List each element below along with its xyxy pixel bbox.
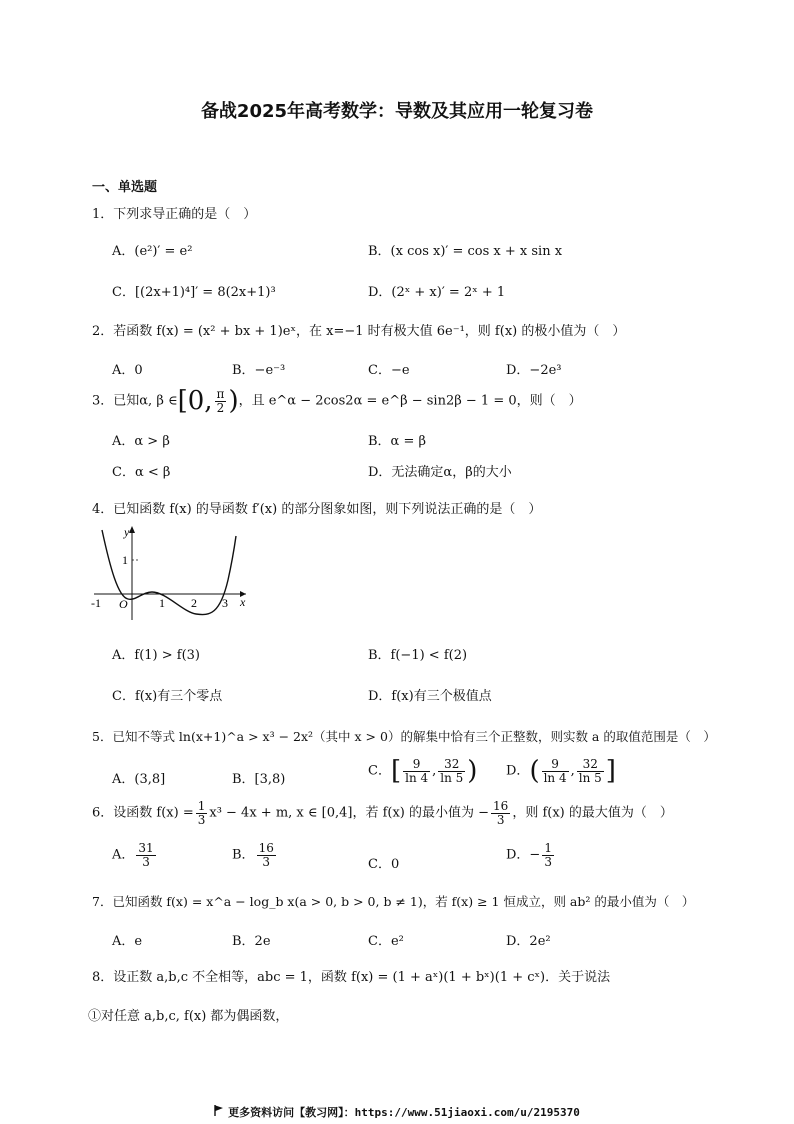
q3-interval-left: [0, xyxy=(177,386,213,416)
q5-d-frac2-den: ln 5 xyxy=(578,770,602,785)
q7-option-d: D．2e² xyxy=(506,934,551,949)
q6-stem-pre: 6．设函数 f(x) = xyxy=(92,805,194,821)
q5-c-frac2-num: 32 xyxy=(438,758,465,772)
y-axis-arrow xyxy=(129,526,135,533)
q3-option-b: B．α = β xyxy=(368,434,427,449)
question-2: 2．若函数 f(x) = (x² + bx + 1)eˣ，在 x=−1 时有极大值 6e⁻¹，则 f(x) 的极小值为（ ） xyxy=(92,324,626,339)
footer-link[interactable] xyxy=(0,1104,794,1120)
q6-b-fraction xyxy=(257,842,276,868)
q6-a-fraction xyxy=(136,842,155,868)
footer-text: 更多资料访问【教习网】：https://www.51jiaoxi.com/u/2195370 xyxy=(228,1106,580,1119)
q6-min-num: 16 xyxy=(493,799,509,813)
q1-option-d: D．(2ˣ + x)′ = 2ˣ + 1 xyxy=(368,285,506,300)
q6-stem-post: ，则 f(x) 的最大值为（ ） xyxy=(512,805,673,821)
q5-c-right: ) xyxy=(467,756,478,786)
x-axis-label: x xyxy=(240,595,246,609)
q4-option-c: C．f(x)有三个零点 xyxy=(112,689,223,704)
q6-d-den: 3 xyxy=(544,854,552,869)
q2-option-a: A．0 xyxy=(112,363,143,378)
q6-option-b xyxy=(232,842,278,868)
q5-d-frac1 xyxy=(542,758,569,784)
q3-stem-pre: 3．已知α, β ∈ xyxy=(92,393,178,409)
q5-c-label: C． xyxy=(368,763,391,779)
q5-option-b: B．[3,8) xyxy=(232,772,286,787)
q1-option-c: C．[(2x+1)⁴]′ = 8(2x+1)³ xyxy=(112,285,276,300)
q5-option-a: A．(3,8] xyxy=(112,772,166,787)
q8-item-1: ①对任意 a,b,c, f(x) 都为偶函数， xyxy=(88,1009,289,1024)
q6-coef-num: 1 xyxy=(197,799,206,813)
q1-option-b: B．(x cos x)′ = cos x + x sin x xyxy=(368,244,563,259)
flag-icon xyxy=(214,1105,224,1116)
x-tick-1: 1 xyxy=(159,596,165,610)
q6-coef-fraction xyxy=(196,800,208,826)
q6-min-den: 3 xyxy=(496,812,505,827)
q6-a-label: A． xyxy=(112,847,135,863)
q7-option-c: C．e² xyxy=(368,934,404,949)
q5-c-frac1 xyxy=(403,758,430,784)
q5-d-frac2 xyxy=(577,758,604,784)
q3-stem-post: ，且 e^α − 2cos2α = e^β − sin2β − 1 = 0，则（ ） xyxy=(238,393,582,409)
page-title: 备战2025年高考数学：导数及其应用一轮复习卷 xyxy=(200,101,594,122)
q6-a-num: 31 xyxy=(138,841,154,855)
q5-d-left: ( xyxy=(529,756,540,786)
q3-pi-den: 2 xyxy=(216,400,225,415)
q3-pi-num: π xyxy=(216,386,225,401)
x-tick-neg1: -1 xyxy=(91,596,101,610)
q6-a-den: 3 xyxy=(142,854,150,869)
question-5: 5．已知不等式 ln(x+1)^a > x³ − 2x²（其中 x > 0）的解集中恰有三个正整数，则实数 a 的取值范围是（ ） xyxy=(92,729,716,744)
q5-c-frac1-num: 9 xyxy=(403,758,430,772)
question-7: 7．已知函数 f(x) = x^a − log_b x(a > 0, b > 0, b ≠ 1)，若 f(x) ≥ 1 恒成立，则 ab² 的最小值为（ ） xyxy=(92,894,695,909)
q5-c-frac2-den: ln 5 xyxy=(440,770,464,785)
q6-stem-mid: x³ − 4x + m, x ∈ [0,4]，若 f(x) 的最小值为 − xyxy=(209,805,490,821)
y-axis-label: y xyxy=(124,525,130,539)
q5-d-frac1-den: ln 4 xyxy=(543,770,567,785)
q5-d-right: ] xyxy=(605,756,616,786)
q3-pi-fraction xyxy=(215,388,227,414)
q5-c-frac2 xyxy=(438,758,465,784)
q5-d-label: D． xyxy=(506,763,530,779)
q4-option-b: B．f(−1) < f(2) xyxy=(368,648,468,663)
question-1: 1．下列求导正确的是（ ） xyxy=(92,207,257,222)
q2-option-d: D．−2e³ xyxy=(506,363,562,378)
q4-option-d: D．f(x)有三个极值点 xyxy=(368,689,492,704)
q6-min-fraction xyxy=(491,800,510,826)
q5-d-frac1-num: 9 xyxy=(542,758,569,772)
q6-d-num: 1 xyxy=(544,841,552,855)
q5-c-frac1-den: ln 4 xyxy=(405,770,429,785)
q1-option-a: A．(e²)′ = e² xyxy=(112,244,193,259)
question-6 xyxy=(92,800,673,826)
derivative-graph xyxy=(88,522,256,622)
q3-interval-right: ) xyxy=(228,386,239,416)
question-8: 8．设正数 a,b,c 不全相等，abc = 1，函数 f(x) = (1 + aˣ)(1 + bˣ)(1 + cˣ)．关于说法 xyxy=(92,970,611,985)
q5-d-frac2-num: 32 xyxy=(577,758,604,772)
q6-coef-den: 3 xyxy=(197,812,206,827)
q6-option-c: C．0 xyxy=(368,857,400,872)
section-heading: 一、单选题 xyxy=(92,180,158,195)
origin-label: O xyxy=(119,597,128,611)
q7-option-b: B．2e xyxy=(232,934,271,949)
q3-option-d: D．无法确定α，β的大小 xyxy=(368,465,512,480)
q5-option-d: D．( $\frac{9}{\ln 4}$ , $\frac{32}{\ln 5}$ ] xyxy=(506,756,616,786)
y-tick-1: 1 xyxy=(122,553,128,567)
q4-option-a: A．f(1) > f(3) xyxy=(112,648,200,663)
q3-option-c: C．α < β xyxy=(112,465,171,480)
x-tick-3: 3 xyxy=(222,596,228,610)
q2-option-c: C．−e xyxy=(368,363,410,378)
q6-d-fraction xyxy=(542,842,554,868)
q6-option-a xyxy=(112,842,158,868)
q5-c-left: [ xyxy=(390,756,402,786)
q6-d-label: D．− xyxy=(506,847,541,863)
q6-b-label: B． xyxy=(232,847,255,863)
q6-b-num: 16 xyxy=(258,841,274,855)
q6-b-den: 3 xyxy=(262,854,271,869)
question-3 xyxy=(92,386,582,416)
q2-option-b: B．−e⁻³ xyxy=(232,363,286,378)
q6-option-d xyxy=(506,842,556,868)
q5-option-c: C．[ $\frac{9}{\ln 4}$ , $\frac{32}{\ln 5}$ ) xyxy=(368,756,478,786)
question-4: 4．已知函数 f(x) 的导函数 f′(x) 的部分图象如图，则下列说法正确的是（ ） xyxy=(92,502,542,517)
q7-option-a: A．e xyxy=(112,934,143,949)
q3-option-a: A．α > β xyxy=(112,434,170,449)
x-tick-2: 2 xyxy=(191,596,197,610)
